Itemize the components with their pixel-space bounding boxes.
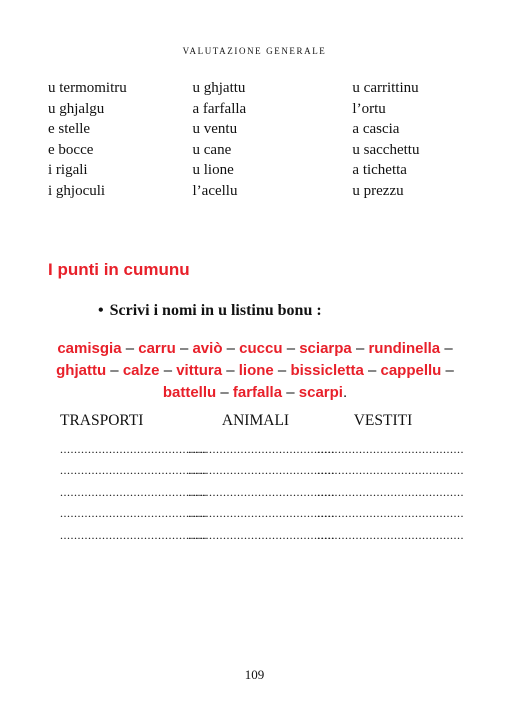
answer-lines — [60, 442, 464, 549]
answer-blank[interactable]: .......................................... — [60, 527, 207, 542]
vocabulary-row — [48, 99, 468, 120]
word-bank-item: battellu — [162, 384, 217, 401]
dash-separator: – — [286, 340, 296, 357]
answer-blank[interactable]: .......................................... — [60, 484, 207, 499]
vocabulary-word: u sacchettu — [352, 141, 420, 158]
dash-separator: – — [445, 362, 454, 379]
section-title: I punti in cumunu — [48, 260, 190, 279]
dash-separator: – — [355, 340, 365, 357]
vocabulary-word: e bocce — [48, 141, 94, 158]
answer-row — [60, 527, 464, 549]
vocabulary-word: u ghjattu — [192, 80, 246, 96]
dash-separator: – — [163, 362, 173, 379]
vocabulary-word: u ventu — [192, 121, 238, 137]
answer-blank[interactable]: .......................................... — [60, 506, 207, 521]
dash-separator: – — [444, 340, 453, 357]
vocabulary-word: l’ortu — [352, 100, 386, 117]
vocabulary-word: a tichetta — [352, 162, 407, 178]
bullet-icon: • — [98, 302, 104, 319]
vocabulary-word: u prezzu — [352, 182, 404, 199]
vocabulary-row — [48, 181, 468, 202]
vocabulary-list — [48, 78, 468, 201]
vocabulary-word: i rigali — [48, 162, 88, 178]
dash-separator: – — [286, 384, 295, 401]
category-trasporti: TRASPORTI — [60, 412, 144, 429]
answer-blank[interactable]: .......................................... — [317, 527, 464, 542]
vocabulary-word: e stelle — [48, 121, 91, 137]
dash-separator: – — [226, 340, 235, 357]
word-bank-item: scarpi — [298, 384, 343, 401]
vocabulary-word: u cane — [192, 141, 232, 158]
word-bank-item: rundinella — [368, 340, 441, 357]
word-bank-item: calze — [122, 362, 160, 379]
category-vestiti: VESTITI — [353, 412, 413, 429]
word-bank-item: lione — [238, 362, 274, 379]
word-bank-item: farfalla — [232, 384, 283, 401]
page-number: 109 — [244, 667, 265, 682]
answer-blank[interactable]: .......................................... — [60, 442, 207, 456]
dash-separator: – — [220, 384, 229, 401]
word-bank-item: carru — [138, 340, 176, 357]
vocabulary-word: u carrittinu — [352, 80, 419, 96]
instruction-text: Scrivi i nomi in u listinu bonu : — [109, 302, 322, 319]
final-period: . — [342, 384, 348, 401]
vocabulary-word: u lione — [192, 162, 234, 178]
answer-row — [60, 506, 464, 527]
exercise-instruction — [98, 302, 322, 320]
word-bank-item: cuccu — [239, 340, 283, 357]
answer-blank[interactable]: .......................................... — [317, 506, 464, 521]
word-bank-item: camisgia — [57, 340, 122, 357]
vocabulary-row — [48, 140, 468, 161]
answer-blank[interactable]: .......................................... — [188, 442, 335, 456]
answer-blank[interactable]: .......................................... — [317, 442, 464, 456]
answer-blank[interactable]: .......................................... — [317, 484, 464, 499]
dash-separator: – — [367, 362, 377, 379]
vocabulary-word: l’acellu — [192, 182, 238, 199]
dash-separator: – — [179, 340, 189, 357]
vocabulary-word: u ghjalgu — [48, 100, 105, 117]
dash-separator: – — [226, 362, 235, 379]
word-bank — [40, 338, 470, 404]
answer-row — [60, 484, 464, 506]
running-header: VALUTAZIONE GENERALE — [182, 46, 327, 56]
answer-blank[interactable]: .......................................... — [188, 484, 335, 499]
answer-blank[interactable]: .......................................... — [317, 463, 464, 478]
vocabulary-word: a cascia — [352, 121, 400, 137]
answer-blank[interactable]: .......................................... — [188, 506, 335, 521]
word-bank-item: aviò — [192, 340, 223, 357]
answer-blank[interactable]: .......................................... — [188, 463, 335, 478]
dash-separator: – — [110, 362, 119, 379]
dash-separator: – — [125, 340, 135, 357]
vocabulary-word: a farfalla — [192, 100, 247, 117]
vocabulary-word: u termomitru — [48, 80, 127, 96]
word-bank-item: ghjattu — [56, 362, 107, 379]
vocabulary-row — [48, 119, 468, 140]
answer-blank[interactable]: .......................................... — [60, 463, 207, 478]
answer-row — [60, 463, 464, 484]
dash-separator: – — [277, 362, 287, 379]
word-bank-item: sciarpa — [299, 340, 352, 357]
word-bank-item: vittura — [176, 362, 223, 379]
vocabulary-word: i ghjoculi — [48, 182, 106, 199]
word-bank-item: bissicletta — [290, 362, 364, 379]
vocabulary-row — [48, 78, 468, 99]
answer-row — [60, 442, 464, 463]
category-headers — [60, 412, 460, 430]
vocabulary-row — [48, 160, 468, 181]
word-bank-item: cappellu — [380, 362, 442, 379]
category-animali: ANIMALI — [221, 412, 290, 429]
answer-blank[interactable]: .......................................... — [188, 527, 335, 542]
